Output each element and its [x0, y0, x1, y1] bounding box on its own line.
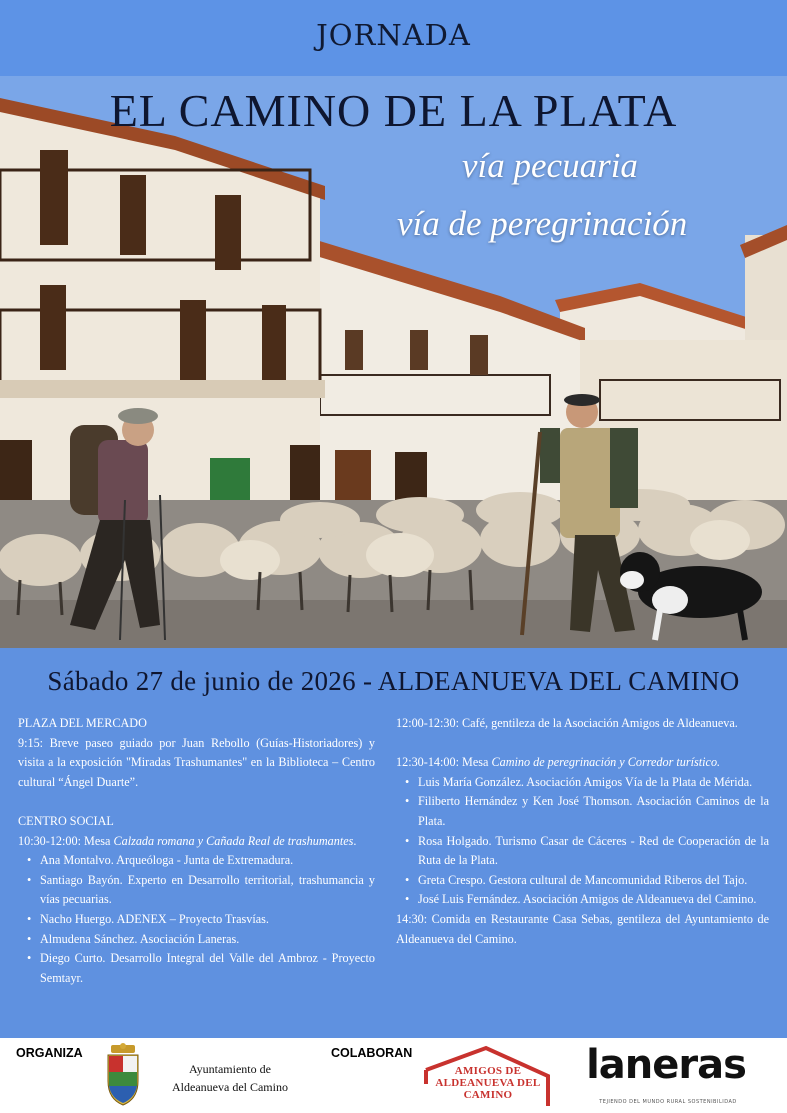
- event-subtitle-1: vía pecuaria: [462, 146, 638, 185]
- program-panel: [0, 648, 787, 1038]
- coat-of-arms-icon: [104, 1043, 142, 1109]
- session-time: 10:30-12:00: Mesa: [18, 833, 114, 848]
- organiza-name-line-2: Aldeanueva del Camino: [172, 1080, 288, 1094]
- session-time: 12:30-14:00: Mesa: [396, 755, 492, 770]
- speaker-item: • José Luis Fernández. Asociación Amigos de Aldeanueva del Camino.: [396, 890, 769, 910]
- speaker-item: • Rosa Holgado. Turismo Casar de Cáceres - Red de Cooperación de la Ruta de la Plata.: [396, 832, 769, 871]
- session-title: Camino de peregrinación y Corredor turístico.: [491, 755, 721, 770]
- laneras-tagline: TEJIENDO DEL MUNDO RURAL SOSTENIBILIDAD: [599, 1099, 737, 1105]
- organiza-name-line-1: Ayuntamiento de: [189, 1062, 271, 1076]
- venue-heading: CENTRO SOCIAL: [18, 813, 114, 828]
- organiza-name: [160, 1060, 300, 1096]
- program-right-column: [396, 714, 769, 949]
- venue-heading: PLAZA DEL MERCADO: [18, 716, 147, 730]
- organiza-label: ORGANIZA: [16, 1046, 83, 1060]
- event-kicker: JORNADA: [316, 18, 471, 52]
- colaboran-label: COLABORAN: [331, 1046, 413, 1060]
- speaker-item: • Nacho Huergo. ADENEX – Proyecto Trasvías.: [18, 910, 375, 930]
- speaker-item: • Filiberto Hernández y Ken José Thomson. Asociación Caminos de la Plata.: [396, 792, 769, 831]
- event-title: EL CAMINO DE LA PLATA: [109, 85, 678, 136]
- session-heading: [18, 832, 375, 852]
- speaker-item: • Almudena Sánchez. Asociación Laneras.: [18, 930, 375, 950]
- speaker-list: [18, 851, 375, 988]
- speaker-list: [396, 773, 769, 910]
- speaker-item: • Santiago Bayón. Experto en Desarrollo territorial, trashumancia y vías pecuarias.: [18, 871, 375, 910]
- speaker-item: • Luis María González. Asociación Amigos Vía de la Plata de Mérida.: [396, 773, 769, 793]
- program-left-column: [18, 714, 375, 988]
- speaker-item: • Diego Curto. Desarrollo Integral del Valle del Ambroz - Proyecto Semtayr.: [18, 949, 375, 988]
- session-heading: [396, 753, 769, 773]
- event-subtitle-2: vía de peregrinación: [397, 204, 688, 243]
- amigos-logo-text: AMIGOS DE ALDEANUEVA DEL CAMINO: [435, 1065, 541, 1101]
- program-item: 12:00-12:30: Café, gentileza de la Asociación Amigos de Aldeanueva.: [396, 716, 738, 730]
- sponsors-footer: [0, 1038, 787, 1113]
- speaker-item: • Ana Montalvo. Arqueóloga - Junta de Extremadura.: [18, 851, 375, 871]
- program-item: 14:30: Comida en Restaurante Casa Sebas, gentileza del Ayuntamiento de Aldeanueva del Camino.: [396, 911, 769, 946]
- speaker-item: • Greta Crespo. Gestora cultural de Mancomunidad Riberos del Tajo.: [396, 871, 769, 891]
- session-title: Calzada romana y Cañada Real de trashumantes: [113, 833, 354, 848]
- program-item: 9:15: Breve paseo guiado por Juan Rebollo (Guías-Historiadores) y visita a la exposición "Miradas Trashumantes" en la Biblioteca – Centro cultural “Ángel Duarte”.: [18, 735, 375, 789]
- event-date-place: Sábado 27 de junio de 2026 - ALDEANUEVA DEL CAMINO: [47, 666, 740, 696]
- amigos-aldeanueva-logo: [420, 1044, 556, 1108]
- laneras-logo: laneras: [586, 1042, 746, 1088]
- session-end: .: [353, 833, 357, 848]
